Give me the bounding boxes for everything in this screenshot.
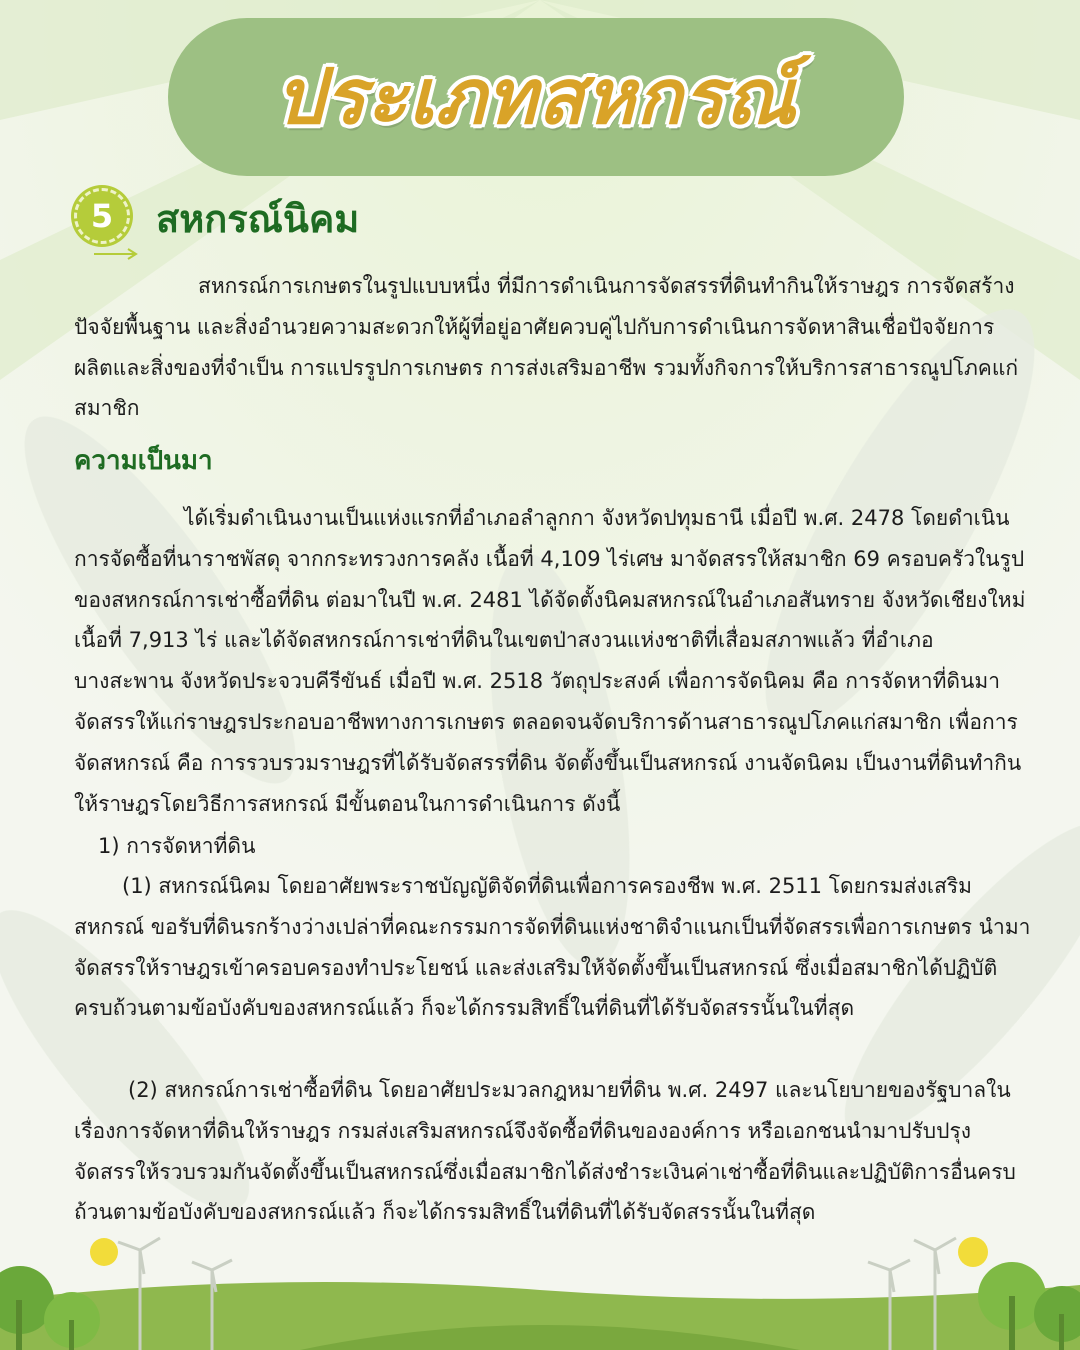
- title-banner: [168, 18, 904, 176]
- tree-icon: [0, 1266, 100, 1350]
- step-1-sub-2: (2) สหกรณ์การเช่าซื้อที่ดิน โดยอาศัยประมวลกฎหมายที่ดิน พ.ศ. 2497 และนโยบายของรัฐบาลในเรื่องการจัดหาที่ดินให้ราษฎร กรมส่งเสริมสหกรณ์จึงจัดซื้อที่ดินขององค์การ หรือเอกชนนำมาปรับปรุงจัดสรรให้รวบรวมกันจัดตั้งขึ้นเป็นสหกรณ์ซึ่งเมื่อสมาชิกได้ส่งชำระเงินค่าเช่าซื้อที่ดินและปฏิบัติการอื่นครบถ้วนตามข้อบังคับของสหกรณ์แล้ว ก็จะได้กรรมสิทธิ์ในที่ดินที่ได้รับจัดสรรนั้นในที่สุด: [74, 1078, 1016, 1225]
- section-title: สหกรณ์นิคม: [156, 197, 360, 241]
- arrow-icon: [92, 248, 140, 260]
- wind-turbine-icon: [868, 1238, 956, 1350]
- tree-icon: [978, 1262, 1080, 1350]
- sun-icon: [958, 1237, 988, 1267]
- history-heading: ความเป็นมา: [74, 446, 213, 476]
- section-number-badge: 5: [74, 188, 130, 244]
- history-paragraph: ได้เริ่มดำเนินงานเป็นแห่งแรกที่อำเภอลำลูกกา จังหวัดปทุมธานี เมื่อปี พ.ศ. 2478 โดยดำเนินการจัดซื้อที่นาราชพัสดุ จากกระทรวงการคลัง เนื้อที่ 4,109 ไร่เศษ มาจัดสรรให้สมาชิก 69 ครอบครัวในรูปของสหกรณ์การเช่าซื้อที่ดิน ต่อมาในปี พ.ศ. 2481 ได้จัดตั้งนิคมสหกรณ์ในอำเภอสันทราย จังหวัดเชียงใหม่ เนื้อที่ 7,913 ไร่ และได้จัดสหกรณ์การเช่าที่ดินในเขตป่าสงวนแห่งชาติที่เสื่อมสภาพแล้ว ที่อำเภอบางสะพาน จังหวัดประจวบคีรีขันธ์ เมื่อปี พ.ศ. 2518 วัตถุประสงค์ เพื่อการจัดนิคม คือ การจัดหาที่ดินมาจัดสรรให้แก่ราษฎรประกอบอาชีพทางการเกษตร ตลอดจนจัดบริการด้านสาธารณูปโภคแก่สมาชิก เพื่อการจัดสหกรณ์ คือ การรวบรวมราษฎรที่ได้รับจัดสรรที่ดิน จัดตั้งขึ้นเป็นสหกรณ์ งานจัดนิคม เป็นงานที่ดินทำกินให้ราษฎรโดยวิธีการสหกรณ์ มีขั้นตอนในการดำเนินการ ดังนี้: [74, 506, 1026, 816]
- intro-paragraph: สหกรณ์การเกษตรในรูปแบบหนึ่ง ที่มีการดำเนินการจัดสรรที่ดินทำกินให้ราษฎร การจัดสร้างปัจจัยพื้นฐาน และสิ่งอำนวยความสะดวกให้ผู้ที่อยู่อาศัยควบคู่ไปกับการดำเนินการจัดหาสินเชื่อปัจจัยการผลิตและสิ่งของที่จำเป็น การแปรรูปการเกษตร การส่งเสริมอาชีพ รวมทั้งกิจการให้บริการสาธารณูปโภคแก่สมาชิก: [74, 274, 1019, 421]
- wind-turbine-icon: [118, 1238, 232, 1350]
- step-1-heading: 1) การจัดหาที่ดิน: [98, 834, 256, 858]
- sun-icon: [90, 1238, 118, 1266]
- bottom-decoration: [0, 1230, 1080, 1350]
- step-1-sub-1: (1) สหกรณ์นิคม โดยอาศัยพระราชบัญญัติจัดที่ดินเพื่อการครองชีพ พ.ศ. 2511 โดยกรมส่งเสริมสหกรณ์ ขอรับที่ดินรกร้างว่างเปล่าที่คณะกรรมการจัดที่ดินแห่งชาติจำแนกเป็นที่จัดสรรเพื่อการเกษตร นำมาจัดสรรให้ราษฎรเข้าครอบครองทำประโยชน์ และส่งเสริมให้จัดตั้งขึ้นเป็นสหกรณ์ ซึ่งเมื่อสมาชิกได้ปฏิบัติครบถ้วนตามข้อบังคับของสหกรณ์แล้ว ก็จะได้กรรมสิทธิ์ในที่ดินที่ได้รับจัดสรรนั้นในที่สุด: [74, 874, 1031, 1021]
- page-title: ประเภทสหกรณ์: [275, 52, 797, 141]
